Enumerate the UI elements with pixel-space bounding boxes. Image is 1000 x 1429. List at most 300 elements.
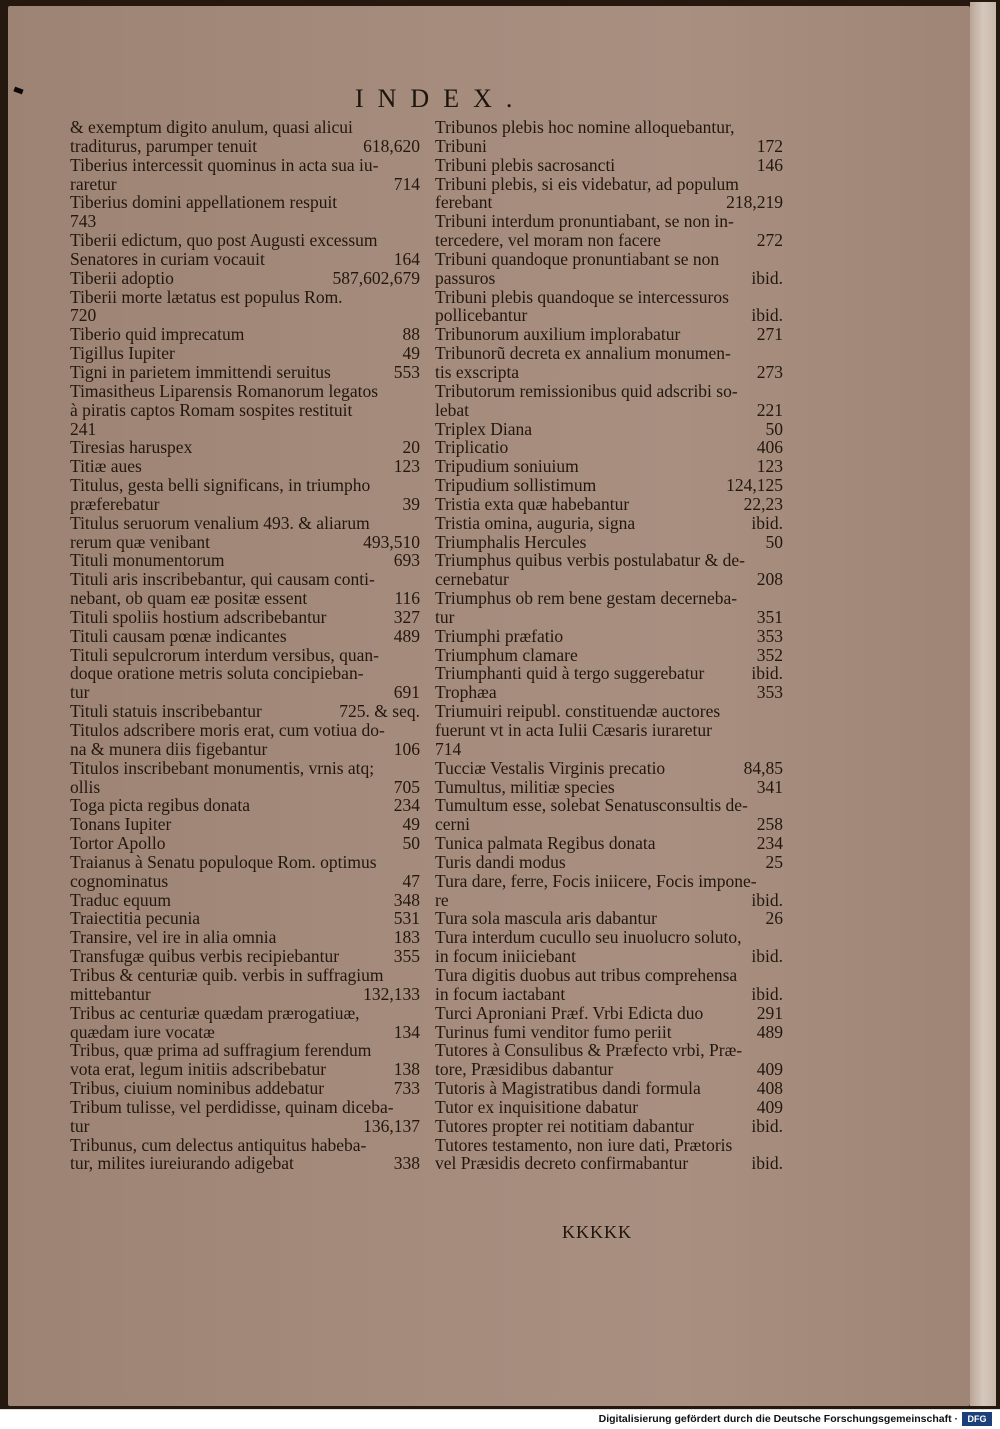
index-term: Turis dandi modus: [435, 851, 566, 872]
page-reference: 172: [756, 135, 783, 156]
index-term: Triumphus ob rem bene gestam decerneba-: [435, 588, 738, 609]
index-line: [435, 796, 783, 815]
index-line: [70, 306, 420, 325]
index-term: Tribus, quæ prima ad suffragium ferendum: [70, 1040, 372, 1061]
index-line: [70, 1117, 420, 1136]
index-term: Tutor ex inquisitione dabatur: [435, 1096, 639, 1117]
index-term: Tutores à Consulibus & Præfecto vrbi, Præ-: [435, 1040, 743, 1061]
index-line: [70, 533, 420, 552]
index-term: & exemptum digito anulum, quasi alicui: [70, 117, 353, 137]
index-line: [435, 928, 783, 947]
index-line: [435, 118, 783, 137]
index-line: [435, 156, 783, 175]
page-reference: 733: [393, 1078, 420, 1099]
index-line: [435, 438, 783, 457]
page-reference: 49: [402, 343, 420, 364]
index-term: à piratis captos Romam sospites restituit: [70, 399, 353, 420]
index-line: [435, 778, 783, 797]
index-line: [70, 966, 420, 985]
index-term: 743: [70, 211, 97, 232]
index-line: [435, 1023, 783, 1042]
index-term: Tribunus, cum delectus antiquitus habeba-: [70, 1134, 367, 1155]
page-reference: 132,133: [363, 983, 420, 1004]
index-line: [435, 683, 783, 702]
index-line: [435, 382, 783, 401]
page-reference: 691: [393, 682, 420, 703]
index-term: Tituli aris inscribebantur, qui causam conti-: [70, 569, 375, 590]
page-reference: 258: [756, 814, 783, 835]
index-term: Senatores in curiam vocauit: [70, 248, 265, 269]
page-reference: 409: [756, 1059, 783, 1080]
index-term: Triumphi præfatio: [435, 625, 564, 646]
index-line: [70, 589, 420, 608]
page-reference: 725. & seq.: [339, 701, 420, 722]
index-term: Tribuni interdum pronuntiabant, se non in-: [435, 211, 734, 232]
index-term: vel Præsidis decreto confirmabantur: [435, 1153, 689, 1174]
page-reference: 234: [756, 833, 783, 854]
index-term: cognominatus: [70, 870, 169, 891]
index-term: Tituli spoliis hostium adscribebantur: [70, 606, 327, 627]
index-term: Tigni in parietem immittendi seruitus: [70, 361, 331, 382]
page-reference: 273: [756, 361, 783, 382]
index-term: Tiberii adoptio: [70, 267, 174, 288]
page-reference: ibid.: [751, 267, 783, 288]
index-term: 720: [70, 305, 97, 326]
page-reference: 291: [756, 1002, 783, 1023]
index-line: [435, 909, 783, 928]
index-line: [435, 344, 783, 363]
index-line: [70, 137, 420, 156]
page-reference: 693: [393, 550, 420, 571]
index-line: [435, 495, 783, 514]
page-reference: 493,510: [363, 531, 420, 552]
index-term: Tribunorum auxilium implorabatur: [435, 324, 681, 345]
page-reference: ibid.: [751, 1153, 783, 1174]
index-line: [435, 175, 783, 194]
index-line: [435, 551, 783, 570]
index-term: Tribum tulisse, vel perdidisse, quinam diceba-: [70, 1096, 394, 1117]
page-reference: 136,137: [363, 1115, 420, 1136]
page-reference: ibid.: [751, 1115, 783, 1136]
index-line: [435, 947, 783, 966]
index-term: Tribunos plebis hoc nomine alloquebantur,: [435, 117, 735, 137]
page-reference: 553: [393, 361, 420, 382]
index-term: cerni: [435, 814, 470, 835]
page-reference: 123: [393, 456, 420, 477]
index-term: Tribus & centuriæ quib. verbis in suffragium: [70, 964, 384, 985]
page-edge: [970, 2, 996, 1406]
index-line: [435, 212, 783, 231]
index-line: [435, 457, 783, 476]
index-column-right: [435, 118, 783, 1173]
index-line: [70, 796, 420, 815]
index-line: [70, 231, 420, 250]
index-line: [435, 1079, 783, 1098]
page-reference: 50: [765, 531, 783, 552]
digitization-footer: [0, 1409, 1000, 1429]
index-line: [435, 231, 783, 250]
index-term: Tumultum esse, solebat Senatusconsultis de-: [435, 795, 748, 816]
index-line: [435, 250, 783, 269]
page-reference: 20: [402, 437, 420, 458]
index-term: ferebant: [435, 192, 493, 213]
index-line: [70, 193, 420, 212]
index-term: Tribus ac centuriæ quædam prærogatiuæ,: [70, 1002, 360, 1023]
index-term: Turci Aproniani Præf. Vrbi Edicta duo: [435, 1002, 704, 1023]
index-line: [435, 1041, 783, 1060]
index-term: Tutores testamento, non iure dati, Prætoris: [435, 1134, 733, 1155]
page-reference: 116: [394, 588, 420, 609]
index-line: [435, 702, 783, 721]
index-term: rerum quæ venibant: [70, 531, 210, 552]
index-term: Tiberii edictum, quo post Augusti excessum: [70, 230, 378, 251]
index-term: Titiæ aues: [70, 456, 142, 477]
index-term: Tribuni plebis quandoque se intercessuros: [435, 286, 729, 307]
index-term: Tiresias haruspex: [70, 437, 193, 458]
index-term: Traiectitia pecunia: [70, 908, 201, 929]
index-term: Tigillus Iupiter: [70, 343, 175, 364]
index-term: Timasitheus Liparensis Romanorum legatos: [70, 380, 379, 401]
page-reference: 221: [756, 399, 783, 420]
index-line: [70, 438, 420, 457]
index-term: ollis: [70, 776, 101, 797]
page-reference: 489: [756, 1021, 783, 1042]
index-line: [70, 1154, 420, 1173]
index-term: Tristia exta quæ habebantur: [435, 493, 630, 514]
page-reference: 25: [765, 851, 783, 872]
index-term: Tiberius domini appellationem respuit: [70, 192, 338, 213]
index-line: [70, 363, 420, 382]
index-term: Tituli causam pœnæ indicantes: [70, 625, 287, 646]
index-term: in focum iniiciebant: [435, 946, 576, 967]
index-line: [70, 118, 420, 137]
index-term: vota erat, legum initiis adscribebatur: [70, 1059, 327, 1080]
page-reference: 352: [756, 644, 783, 665]
index-line: [70, 985, 420, 1004]
index-term: fuerunt vt in acta Iulii Cæsaris iuraretur: [435, 720, 713, 740]
index-line: [435, 853, 783, 872]
index-line: [70, 664, 420, 683]
index-term: tur, milites iureiurando adigebat: [70, 1153, 294, 1174]
index-term: tore, Præsidibus dabantur: [435, 1059, 614, 1080]
index-line: [70, 1004, 420, 1023]
index-line: [435, 1117, 783, 1136]
index-term: Tura interdum cucullo seu inuolucro soluto,: [435, 927, 742, 948]
page-reference: 39: [402, 493, 420, 514]
index-line: [435, 872, 783, 891]
page-reference: 714: [393, 173, 420, 194]
page-reference: 84,85: [743, 757, 783, 778]
index-line: [435, 420, 783, 439]
index-line: [435, 966, 783, 985]
index-line: [70, 1060, 420, 1079]
page-reference: ibid.: [751, 889, 783, 910]
index-line: [435, 401, 783, 420]
page-reference: 208: [756, 569, 783, 590]
index-line: [70, 759, 420, 778]
index-line: [70, 683, 420, 702]
page-reference: 47: [402, 870, 420, 891]
index-term: Triumphalis Hercules: [435, 531, 587, 552]
index-line: [435, 834, 783, 853]
index-term: Triumphus quibus verbis postulabatur & de-: [435, 550, 745, 571]
index-line: [435, 193, 783, 212]
index-line: [435, 721, 783, 740]
page-reference: 618,620: [363, 135, 420, 156]
index-term: Tribunorũ decreta ex annalium monumen-: [435, 343, 731, 364]
page-reference: 531: [393, 908, 420, 929]
page-reference: ibid.: [751, 946, 783, 967]
index-line: [70, 702, 420, 721]
index-line: [70, 250, 420, 269]
index-line: [70, 344, 420, 363]
index-term: Turinus fumi venditor fumo periit: [435, 1021, 672, 1042]
index-line: [70, 570, 420, 589]
index-line: [435, 137, 783, 156]
page-reference: 50: [765, 418, 783, 439]
index-line: [435, 891, 783, 910]
index-line: [435, 269, 783, 288]
index-line: [70, 928, 420, 947]
index-line: [70, 646, 420, 665]
index-line: [435, 589, 783, 608]
index-term: tercedere, vel moram non facere: [435, 230, 661, 251]
index-term: Tributorum remissionibus quid adscribi so-: [435, 380, 738, 401]
index-term: Triplex Diana: [435, 418, 533, 439]
index-term: re: [435, 889, 449, 910]
index-line: [70, 1079, 420, 1098]
index-term: Tura dare, ferre, Focis iniicere, Focis impone-: [435, 870, 757, 891]
index-line: [70, 778, 420, 797]
index-term: Tura sola mascula aris dabantur: [435, 908, 657, 929]
page-reference: 164: [393, 248, 420, 269]
page-reference: 353: [756, 682, 783, 703]
page-reference: 327: [393, 606, 420, 627]
index-term: passuros: [435, 267, 496, 288]
index-line: [435, 1060, 783, 1079]
index-term: tis exscripta: [435, 361, 520, 382]
index-term: nebant, ob quam eæ positæ essent: [70, 588, 308, 609]
index-term: Tituli monumentorum: [70, 550, 225, 571]
index-line: [70, 401, 420, 420]
index-term: Traduc equum: [70, 889, 171, 910]
index-term: Tribuni: [435, 135, 487, 156]
index-column-left: [70, 118, 420, 1173]
page-reference: 348: [393, 889, 420, 910]
index-line: [435, 1136, 783, 1155]
index-line: [435, 608, 783, 627]
index-line: [435, 514, 783, 533]
page-reference: 338: [393, 1153, 420, 1174]
index-line: [70, 815, 420, 834]
index-line: [435, 1098, 783, 1117]
index-term: Tripudium sollistimum: [435, 475, 597, 496]
index-line: [70, 325, 420, 344]
page-reference: 587,602,679: [332, 267, 420, 288]
page-reference: 705: [393, 776, 420, 797]
index-term: Tripudium soniuium: [435, 456, 579, 477]
index-line: [70, 495, 420, 514]
index-term: Tribus, ciuium nominibus addebatur: [70, 1078, 325, 1099]
index-term: præferebatur: [70, 493, 160, 514]
index-line: [70, 721, 420, 740]
index-line: [435, 325, 783, 344]
index-line: [435, 815, 783, 834]
index-term: cernebatur: [435, 569, 509, 590]
index-term: quædam iure vocatæ: [70, 1021, 215, 1042]
index-line: [435, 570, 783, 589]
index-term: Traianus à Senatu populoque Rom. optimus: [70, 851, 377, 872]
index-term: Tribuni plebis, si eis videbatur, ad populum: [435, 173, 739, 194]
index-term: Triumphum clamare: [435, 644, 578, 665]
index-term: in focum iactabant: [435, 983, 566, 1004]
index-term: lebat: [435, 399, 470, 420]
index-term: tur: [435, 606, 455, 627]
index-term: Tribuni plebis sacrosancti: [435, 154, 616, 175]
page-reference: 409: [756, 1096, 783, 1117]
page-reference: 50: [402, 833, 420, 854]
index-line: [435, 646, 783, 665]
index-term: Triplicatio: [435, 437, 509, 458]
index-term: Tortor Apollo: [70, 833, 166, 854]
index-line: [70, 156, 420, 175]
index-line: [70, 834, 420, 853]
page-reference: ibid.: [751, 305, 783, 326]
index-term: Tunica palmata Regibus donata: [435, 833, 656, 854]
index-term: Titulus, gesta belli significans, in triumpho: [70, 475, 371, 496]
index-term: Tituli sepulcrorum interdum versibus, quan-: [70, 644, 379, 665]
index-term: Toga picta regibus donata: [70, 795, 251, 816]
page-reference: 124,125: [726, 475, 783, 496]
index-line: [70, 288, 420, 307]
index-term: Tristia omina, auguria, signa: [435, 512, 636, 533]
index-term: Tumultus, militiæ species: [435, 776, 615, 797]
page-reference: 408: [756, 1078, 783, 1099]
index-line: [70, 476, 420, 495]
page-reference: 234: [393, 795, 420, 816]
page-reference: 134: [393, 1021, 420, 1042]
index-term: doque oratione metris soluta concipieban-: [70, 663, 364, 684]
index-line: [70, 551, 420, 570]
index-term: Tutores propter rei notitiam dabantur: [435, 1115, 694, 1136]
index-term: tur: [70, 682, 90, 703]
index-term: Titulos adscribere moris erat, cum votiua do-: [70, 720, 385, 740]
index-line: [70, 514, 420, 533]
index-line: [435, 664, 783, 683]
index-line: [70, 891, 420, 910]
page-reference: 272: [756, 230, 783, 251]
index-term: traditurus, parumper tenuit: [70, 135, 258, 156]
page-reference: 26: [765, 908, 783, 929]
index-term: Triumphanti quid à tergo suggerebatur: [435, 663, 705, 684]
index-line: [70, 740, 420, 759]
index-term: pollicebantur: [435, 305, 528, 326]
index-term: raretur: [70, 173, 117, 194]
index-term: mittebantur: [70, 983, 151, 1004]
index-term: Trophæa: [435, 682, 497, 703]
index-line: [435, 288, 783, 307]
index-line: [70, 909, 420, 928]
index-line: [435, 476, 783, 495]
page-reference: 146: [756, 154, 783, 175]
index-line: [70, 1098, 420, 1117]
page-reference: 353: [756, 625, 783, 646]
index-term: Tituli statuis inscribebantur: [70, 701, 262, 722]
page-reference: 106: [393, 738, 420, 759]
index-term: tur: [70, 1115, 90, 1136]
page-reference: 271: [756, 324, 783, 345]
index-line: [70, 872, 420, 891]
page-reference: 406: [756, 437, 783, 458]
index-term: Tucciæ Vestalis Virginis precatio: [435, 757, 666, 778]
index-term: Transire, vel ire in alia omnia: [70, 927, 277, 948]
page-reference: 22,23: [743, 493, 783, 514]
index-term: 714: [435, 738, 462, 759]
index-term: Tura digitis duobus aut tribus comprehensa: [435, 964, 738, 985]
index-line: [70, 1136, 420, 1155]
index-line: [435, 363, 783, 382]
index-term: Tiberius intercessit quominus in acta sua iu-: [70, 154, 379, 175]
page-reference: 88: [402, 324, 420, 345]
index-term: 241: [70, 418, 97, 439]
index-line: [435, 1154, 783, 1173]
page-reference: ibid.: [751, 983, 783, 1004]
index-line: [70, 853, 420, 872]
index-term: Tiberio quid imprecatum: [70, 324, 245, 345]
page-reference: 123: [756, 456, 783, 477]
index-line: [70, 420, 420, 439]
index-line: [70, 175, 420, 194]
index-line: [435, 533, 783, 552]
index-line: [435, 306, 783, 325]
page-reference: ibid.: [751, 663, 783, 684]
page-reference: 218,219: [726, 192, 783, 213]
index-term: na & munera diis figebantur: [70, 738, 268, 759]
index-line: [435, 740, 783, 759]
page-reference: 351: [756, 606, 783, 627]
page-reference: 183: [393, 927, 420, 948]
index-term: Tutoris à Magistratibus dandi formula: [435, 1078, 701, 1099]
page-header: INDEX.: [355, 84, 527, 113]
index-line: [435, 1004, 783, 1023]
index-line: [70, 947, 420, 966]
index-term: Triumuiri reipubl. constituendæ auctores: [435, 701, 721, 722]
index-line: [70, 1023, 420, 1042]
index-line: [70, 1041, 420, 1060]
index-term: Titulos inscribebant monumentis, vrnis atq;: [70, 757, 375, 778]
index-line: [435, 759, 783, 778]
index-term: Tiberii morte lætatus est populus Rom.: [70, 286, 343, 307]
index-line: [70, 627, 420, 646]
page-reference: 49: [402, 814, 420, 835]
index-line: [70, 212, 420, 231]
index-line: [70, 382, 420, 401]
dfg-logo: DFG: [962, 1412, 992, 1426]
index-line: [70, 608, 420, 627]
index-line: [435, 985, 783, 1004]
index-term: Transfugæ quibus verbis recipiebantur: [70, 946, 340, 967]
index-term: Tonans Iupiter: [70, 814, 172, 835]
page-reference: 355: [393, 946, 420, 967]
page-reference: 341: [756, 776, 783, 797]
index-line: [70, 269, 420, 288]
index-line: [435, 627, 783, 646]
index-line: [70, 457, 420, 476]
footer-credit: Digitalisierung gefördert durch die Deutsche Forschungsgemeinschaft ·: [598, 1413, 958, 1425]
catchword: KKKKK: [562, 1222, 632, 1242]
page-reference: ibid.: [751, 512, 783, 533]
page-reference: 138: [393, 1059, 420, 1080]
